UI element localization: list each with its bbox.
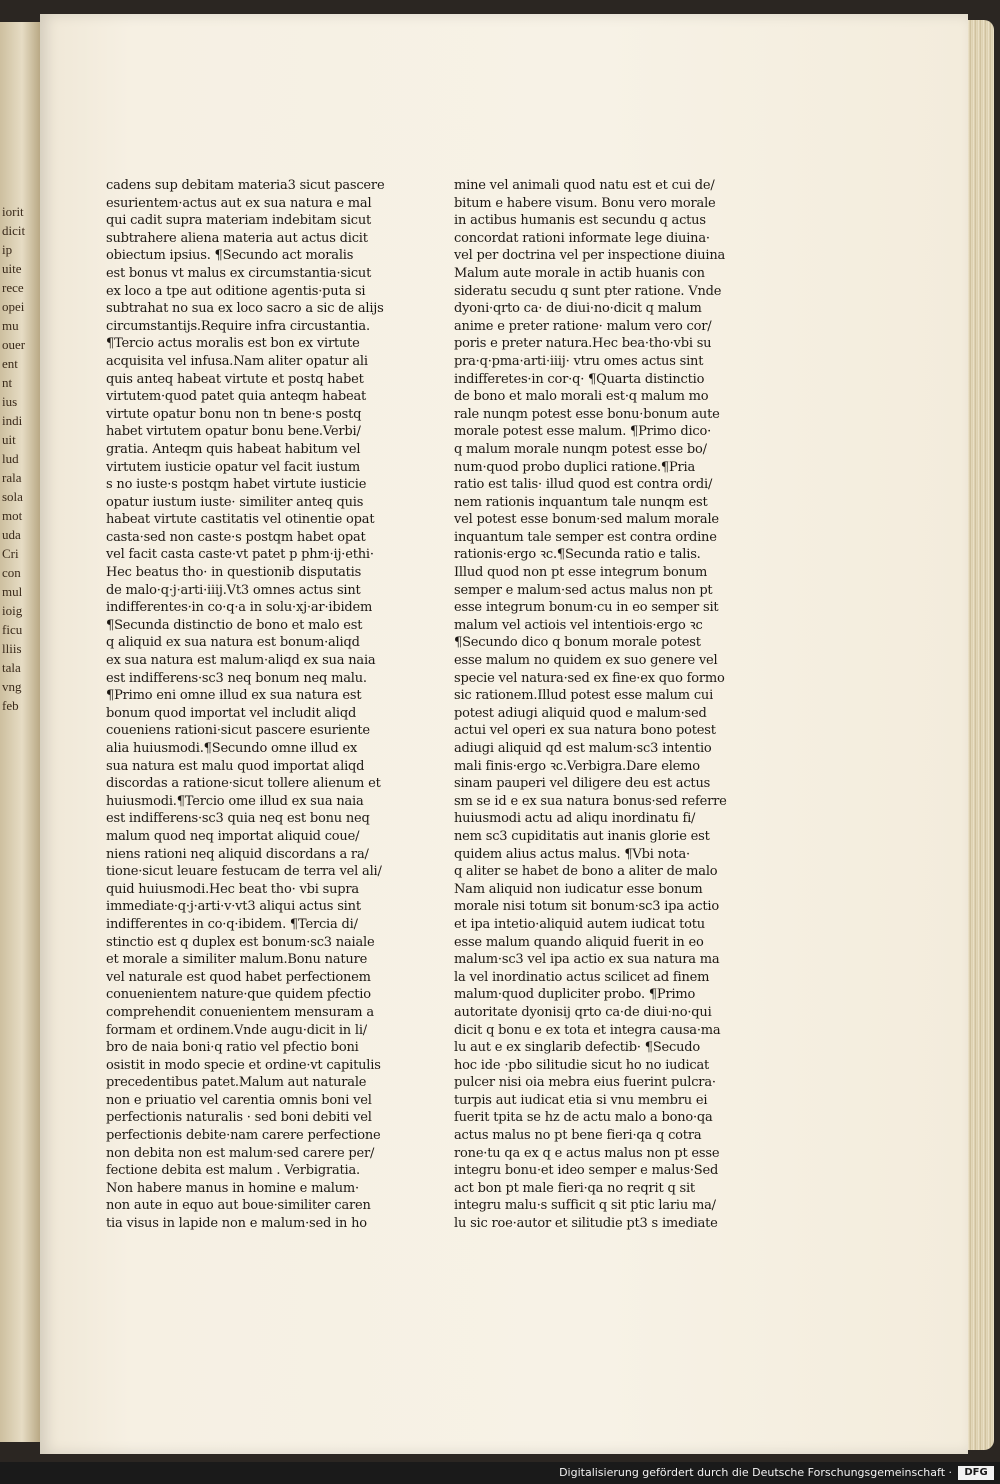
text-line: esurientem·actus aut ex sua natura e mal (106, 195, 372, 211)
text-line: vel facit casta caste·vt patet p phm·ij·ethi· (106, 547, 374, 563)
text-line: morale potest esse malum. ¶Primo dico· (454, 424, 712, 440)
text-line: q aliter se habet de bono a aliter de malo (454, 864, 718, 880)
text-line: anime e preter ratione· malum vero cor/ (454, 318, 712, 334)
margin-fragment: dicit (2, 223, 26, 238)
text-line: tia visus in lapide non e malum·sed in ho (106, 1216, 367, 1232)
text-line: indifferetes·in cor·q· ¶Quarta distinctio (454, 371, 705, 387)
text-line: subtrahat no sua ex loco sacro a sic de alijs (106, 301, 384, 317)
text-line: non aute in equo aut boue·similiter caren (106, 1198, 371, 1214)
text-line: coueniens rationi·sicut pascere esuriente (106, 723, 370, 739)
text-line: ¶Secundo dico q bonum morale potest (454, 635, 701, 651)
text-line: esse integrum bonum·cu in eo semper sit (454, 600, 719, 616)
margin-fragment: lliis (2, 641, 22, 656)
text-line: integru bonu·et ideo semper e malus·Sed (454, 1163, 719, 1179)
text-line: pra·q·pma·arti·iiij· vtru omes actus sint (454, 353, 704, 369)
text-line: stinctio est q duplex est bonum·sc3 naiale (106, 934, 375, 950)
margin-fragment: ioig (2, 603, 23, 618)
footer-credit: Digitalisierung gefördert durch die Deutsche Forschungsgemeinschaft · (559, 1466, 952, 1479)
text-line: Illud quod non pt esse integrum bonum (454, 565, 708, 581)
text-line: de bono et malo morali est·q malum mo (454, 389, 709, 405)
text-line: malum·sc3 vel ipa actio ex sua natura ma (454, 952, 720, 968)
text-line: esse malum quando aliquid fuerit in eo (454, 934, 704, 950)
text-line: ¶Primo eni omne illud ex sua natura est (106, 688, 362, 704)
text-line: q malum morale nunqm potest esse bo/ (454, 441, 707, 457)
text-line: ex sua natura est malum·aliqd ex sua naia (106, 653, 376, 669)
margin-fragment: feb (2, 698, 19, 713)
margin-fragment: sola (2, 489, 23, 504)
text-line: Malum aute morale in actib huanis con (454, 265, 705, 281)
text-line: qui cadit supra materiam indebitam sicut (106, 213, 372, 229)
text-line: bro de naia boni·q ratio vel pfectio boni (106, 1040, 359, 1056)
text-line: habeat virtute castitatis vel otinentie opat (106, 512, 375, 528)
margin-fragment: uit (2, 432, 16, 447)
text-column-right (454, 177, 754, 1233)
text-line: malum·quod dupliciter probo. ¶Primo (454, 987, 696, 1003)
text-line: ¶Tercio actus moralis est bon ex virtute (106, 336, 360, 352)
text-line: turpis aut iudicat etia si vnu membru ei (454, 1092, 708, 1108)
text-line: actui vel operi ex sua natura bono potest (454, 723, 716, 739)
text-line: bonum quod importat vel includit aliqd (106, 705, 357, 721)
text-line: rale nunqm potest esse bonu·bonum aute (454, 406, 720, 422)
text-line: et ipa intetio·aliquid autem iudicat totu (454, 916, 705, 932)
text-line: tione·sicut leuare festucam de terra vel ali/ (106, 864, 382, 880)
text-line: habet virtutem opatur bonu bene.Verbi/ (106, 424, 361, 440)
margin-fragment: Cri (2, 546, 19, 561)
text-line: indifferentes·in co·q·a in solu·xj·ar·ibidem (106, 600, 373, 616)
margin-fragment: ius (2, 394, 18, 409)
text-line: ex loco a tpe aut oditione agentis·puta si (106, 283, 366, 299)
text-line: malum quod neq importat aliquid coue/ (106, 828, 360, 844)
text-line: integru malu·s sufficit q sit ptic lariu ma/ (454, 1198, 716, 1214)
margin-fragment: opei (2, 299, 25, 314)
text-line: ratio est talis· illud quod est contra ordi/ (454, 477, 713, 493)
text-line: dicit q bonu e ex tota et integra causa·ma (454, 1022, 721, 1038)
text-line: morale nisi totum sit bonum·sc3 ipa actio (454, 899, 719, 915)
dfg-logo: DFG (958, 1466, 994, 1480)
text-line: poris e preter natura.Hec bea·tho·vbi su (454, 336, 712, 352)
text-line: fectione debita est malum . Verbigratia. (106, 1163, 360, 1179)
book-page (40, 14, 968, 1454)
text-line: circumstantijs.Require infra circustantia. (106, 318, 370, 334)
text-line: quidem alius actus malus. ¶Vbi nota· (454, 846, 690, 862)
text-line: virtutem·quod patet quia anteqm habeat (106, 389, 367, 405)
margin-fragment: ip (2, 242, 13, 257)
text-line: Nam aliquid non iudicatur esse bonum (454, 881, 703, 897)
text-line: immediate·q·j·arti·v·vt3 aliqui actus sint (106, 899, 361, 915)
text-line: pulcer nisi oia mebra eius fuerint pulcra· (454, 1075, 716, 1091)
previous-page-edge (0, 22, 40, 1442)
text-line: adiugi aliquid qd est malum·sc3 intentio (454, 741, 712, 756)
text-line: vel per doctrina vel per inspectione diuina (454, 248, 726, 264)
text-line: huiusmodi.¶Tercio ome illud ex sua naia (106, 793, 364, 809)
margin-fragment: iorit (2, 204, 24, 219)
text-line: casta·sed non caste·s postqm habet opat (106, 529, 366, 545)
text-line: indifferentes in co·q·ibidem. ¶Tercia di/ (106, 916, 358, 932)
margin-fragment: ouer (2, 337, 26, 352)
text-line: mali finis·ergo ꝛc.Verbigra.Dare elemo (454, 758, 700, 774)
text-line: et morale a similiter malum.Bonu nature (106, 952, 368, 968)
text-line: non debita non est malum·sed carere per/ (106, 1145, 375, 1161)
text-line: rationis·ergo ꝛc.¶Secunda ratio e talis. (454, 547, 701, 563)
text-line: bitum e habere visum. Bonu vero morale (454, 195, 716, 211)
text-line: hoc ide ·pbo silitudie sicut ho no iudicat (454, 1057, 710, 1073)
text-line: inquantum tale semper est contra ordine (454, 529, 717, 545)
text-line: quid huiusmodi.Hec beat tho· vbi supra (106, 881, 359, 897)
text-line: actus malus no pt bene fieri·qa q cotra (454, 1128, 702, 1144)
text-line: sic rationem.Illud potest esse malum cui (454, 688, 714, 704)
text-line: nem rationis inquantum tale nunqm est (454, 494, 708, 510)
text-line: dyoni·qrto ca· de diui·no·dicit q malum (454, 301, 702, 317)
text-line: est bonus vt malus ex circumstantia·sicut (106, 265, 372, 281)
margin-fragment: nt (2, 375, 13, 390)
text-line: semper e malum·sed actus malus non pt (454, 582, 713, 598)
text-line: huiusmodi actu ad aliqu inordinatu fi/ (454, 811, 696, 827)
text-line: malum vel actiois vel intentiois·ergo ꝛc (454, 617, 703, 633)
text-line: ¶Secunda distinctio de bono et malo est (106, 617, 363, 633)
text-line: est indifferens·sc3 neq bonum neq malu. (106, 670, 367, 686)
text-line: potest adiugi aliquid quod e malum·sed (454, 705, 707, 721)
margin-fragment: uda (2, 527, 21, 542)
text-line: lu aut e ex singlarib defectib· ¶Secudo (454, 1040, 701, 1056)
text-line: in actibus humanis est secundu q actus (454, 213, 706, 229)
text-line: Non habere manus in homine e malum· (106, 1180, 359, 1196)
margin-fragment: uite (2, 261, 22, 276)
text-line: cadens sup debitam materia3 sicut pascere (106, 178, 385, 193)
text-line: autoritate dyonisij qrto ca·de diui·no·qui (454, 1004, 712, 1020)
text-line: specie vel natura·sed ex fine·ex quo formo (454, 670, 725, 686)
text-line: Hec beatus tho· in questionib disputatis (106, 565, 362, 581)
text-line: la vel inordinatio actus scilicet ad finem (454, 969, 710, 985)
footer-bar (0, 1462, 1000, 1484)
text-line: q aliquid ex sua natura est bonum·aliqd (106, 635, 360, 651)
text-line: conuenientem nature·que quidem pfectio (106, 987, 371, 1003)
text-line: perfectionis naturalis · sed boni debiti vel (106, 1110, 372, 1126)
margin-fragment: mot (2, 508, 23, 523)
text-line: non e priuatio vel carentia omnis boni vel (106, 1092, 372, 1108)
text-line: osistit in modo specie et ordine·vt capitulis (106, 1057, 381, 1073)
text-line: virtute opatur bonu non tn bene·s postq (106, 406, 362, 422)
previous-page-text-fragments (0, 22, 40, 715)
margin-fragment: vng (2, 679, 22, 694)
margin-fragment: indi (2, 413, 23, 428)
text-line: vel naturale est quod habet perfectionem (106, 969, 371, 985)
text-line: vel potest esse bonum·sed malum morale (454, 512, 719, 528)
text-column-left (106, 177, 406, 1233)
text-line: precedentibus patet.Malum aut naturale (106, 1075, 367, 1091)
text-line: s no iuste·s postqm habet virtute iusticie (106, 477, 367, 493)
text-line: fuerit tpita se hz de actu malo a bono·qa (454, 1110, 713, 1126)
text-line: concordat rationi informate lege diuina· (454, 230, 710, 246)
text-line: alia huiusmodi.¶Secundo omne illud ex (106, 741, 358, 756)
margin-fragment: mu (2, 318, 19, 333)
text-line: de malo·q·j·arti·iiij.Vt3 omnes actus sint (106, 582, 361, 598)
text-line: perfectionis debite·nam carere perfectione (106, 1128, 381, 1144)
text-line: sideratu secudu q sunt pter ratione. Vnde (454, 283, 722, 299)
text-line: esse malum no quidem ex suo genere vel (454, 653, 718, 669)
margin-fragment: mul (2, 584, 23, 599)
text-line: opatur iustum iuste· similiter anteq quis (106, 494, 364, 510)
text-line: mine vel animali quod natu est et cui de/ (454, 178, 715, 193)
margin-fragment: rala (2, 470, 22, 485)
text-line: lu sic roe·autor et silitudie pt3 s imediate (454, 1216, 718, 1232)
text-line: virtutem iusticie opatur vel facit iustum (106, 459, 360, 475)
text-line: discordas a ratione·sicut tollere alienum et (106, 776, 381, 792)
margin-fragment: rece (2, 280, 24, 295)
text-line: acquisita vel infusa.Nam aliter opatur ali (106, 353, 368, 369)
text-line: num·quod probo duplici ratione.¶Pria (454, 459, 696, 475)
text-line: sua natura est malu quod importat aliqd (106, 758, 365, 774)
text-line: niens rationi neq aliquid discordans a ra/ (106, 846, 369, 862)
text-line: subtrahere aliena materia aut actus dicit (106, 230, 368, 246)
text-line: quis anteq habeat virtute et postq habet (106, 371, 364, 387)
text-line: rone·tu qa ex q e actus malus non pt esse (454, 1145, 720, 1161)
text-line: gratia. Anteqm quis habeat habitum vel (106, 441, 361, 457)
margin-fragment: ficu (2, 622, 23, 637)
margin-fragment: con (2, 565, 21, 580)
text-line: nem sc3 cupiditatis aut inanis glorie est (454, 828, 710, 844)
text-line: obiectum ipsius. ¶Secundo act moralis (106, 248, 354, 264)
text-line: est indifferens·sc3 quia neq est bonu neq (106, 811, 370, 827)
margin-fragment: lud (2, 451, 19, 466)
margin-fragment: ent (2, 356, 18, 371)
margin-fragment: tala (2, 660, 21, 675)
text-line: sinam pauperi vel diligere deu est actus (454, 776, 711, 792)
text-line: comprehendit conuenientem mensuram a (106, 1004, 374, 1020)
text-line: act bon pt male fieri·qa no reqrit q sit (454, 1180, 695, 1196)
text-line: formam et ordinem.Vnde augu·dicit in li/ (106, 1022, 367, 1038)
text-line: sm se id e ex sua natura bonus·sed referre (454, 793, 727, 809)
